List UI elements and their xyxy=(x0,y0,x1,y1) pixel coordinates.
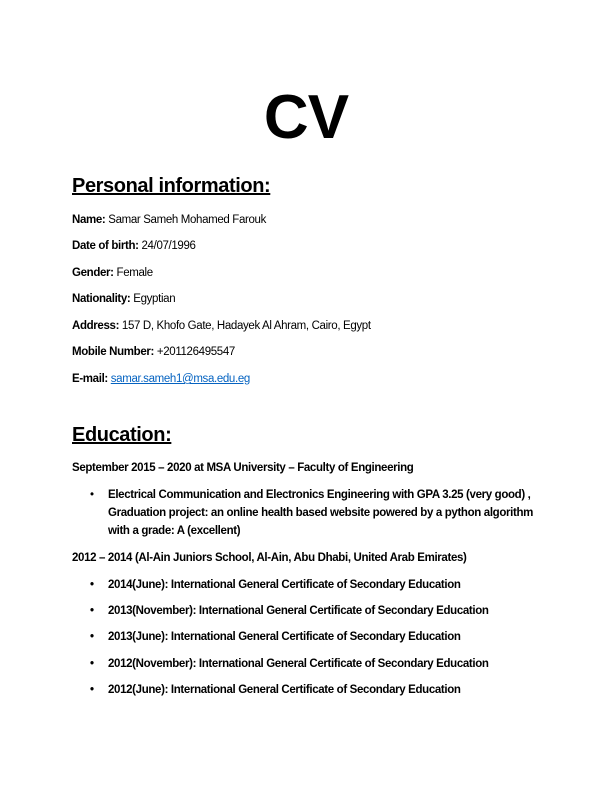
field-mobile xyxy=(72,345,235,359)
list-item-text: 2013(June): International General Certificate of Secondary Education xyxy=(108,631,461,643)
field-label: Address: xyxy=(72,320,120,332)
field-value: 157 D, Khofo Gate, Hadayek Al Ahram, Cairo, Egypt xyxy=(121,320,371,332)
bullet-icon: • xyxy=(90,658,94,670)
field-address xyxy=(72,319,371,333)
field-label: Date of birth: xyxy=(72,240,139,252)
bullet-icon: • xyxy=(90,684,94,696)
email-link[interactable]: samar.sameh1@msa.edu.eg xyxy=(110,373,250,385)
field-value: 24/07/1996 xyxy=(141,240,196,252)
field-label: Gender: xyxy=(72,267,114,279)
field-value: +201126495547 xyxy=(156,346,235,358)
field-dob xyxy=(72,239,196,253)
field-gender xyxy=(72,266,153,280)
bullet-icon: • xyxy=(90,579,94,591)
school-title: 2012 – 2014 (Al-Ain Juniors School, Al-Ain, Abu Dhabi, United Arab Emirates) xyxy=(72,552,467,564)
field-value: Egyptian xyxy=(133,293,176,305)
bullet-icon: • xyxy=(90,489,94,501)
field-label: E-mail: xyxy=(72,373,108,385)
field-email xyxy=(72,372,250,386)
field-label: Mobile Number: xyxy=(72,346,154,358)
field-nationality xyxy=(72,292,175,306)
field-label: Nationality: xyxy=(72,293,131,305)
list-item-text: 2012(November): International General Certificate of Secondary Education xyxy=(108,658,489,670)
personal-info-heading: Personal information: xyxy=(72,175,271,197)
field-label: Name: xyxy=(72,214,106,226)
list-item-text: Electrical Communication and Electronics Engineering with GPA 3.25 (very good) , Graduation project: an online health based website powered by a python algorithm with a grade: A (excellent) xyxy=(108,489,534,537)
list-item-text: 2012(June): International General Certificate of Secondary Education xyxy=(108,684,461,696)
bullet-icon: • xyxy=(90,631,94,643)
university-title: September 2015 – 2020 at MSA University – Faculty of Engineering xyxy=(72,462,414,474)
list-item-text: 2013(November): International General Certificate of Secondary Education xyxy=(108,605,489,617)
document-title: CV xyxy=(263,83,349,152)
bullet-icon: • xyxy=(90,605,94,617)
list-item-text: 2014(June): International General Certificate of Secondary Education xyxy=(108,579,461,591)
education-heading: Education: xyxy=(72,424,172,446)
field-name xyxy=(72,213,266,227)
field-value: Samar Sameh Mohamed Farouk xyxy=(108,214,266,226)
field-value: Female xyxy=(116,267,153,279)
